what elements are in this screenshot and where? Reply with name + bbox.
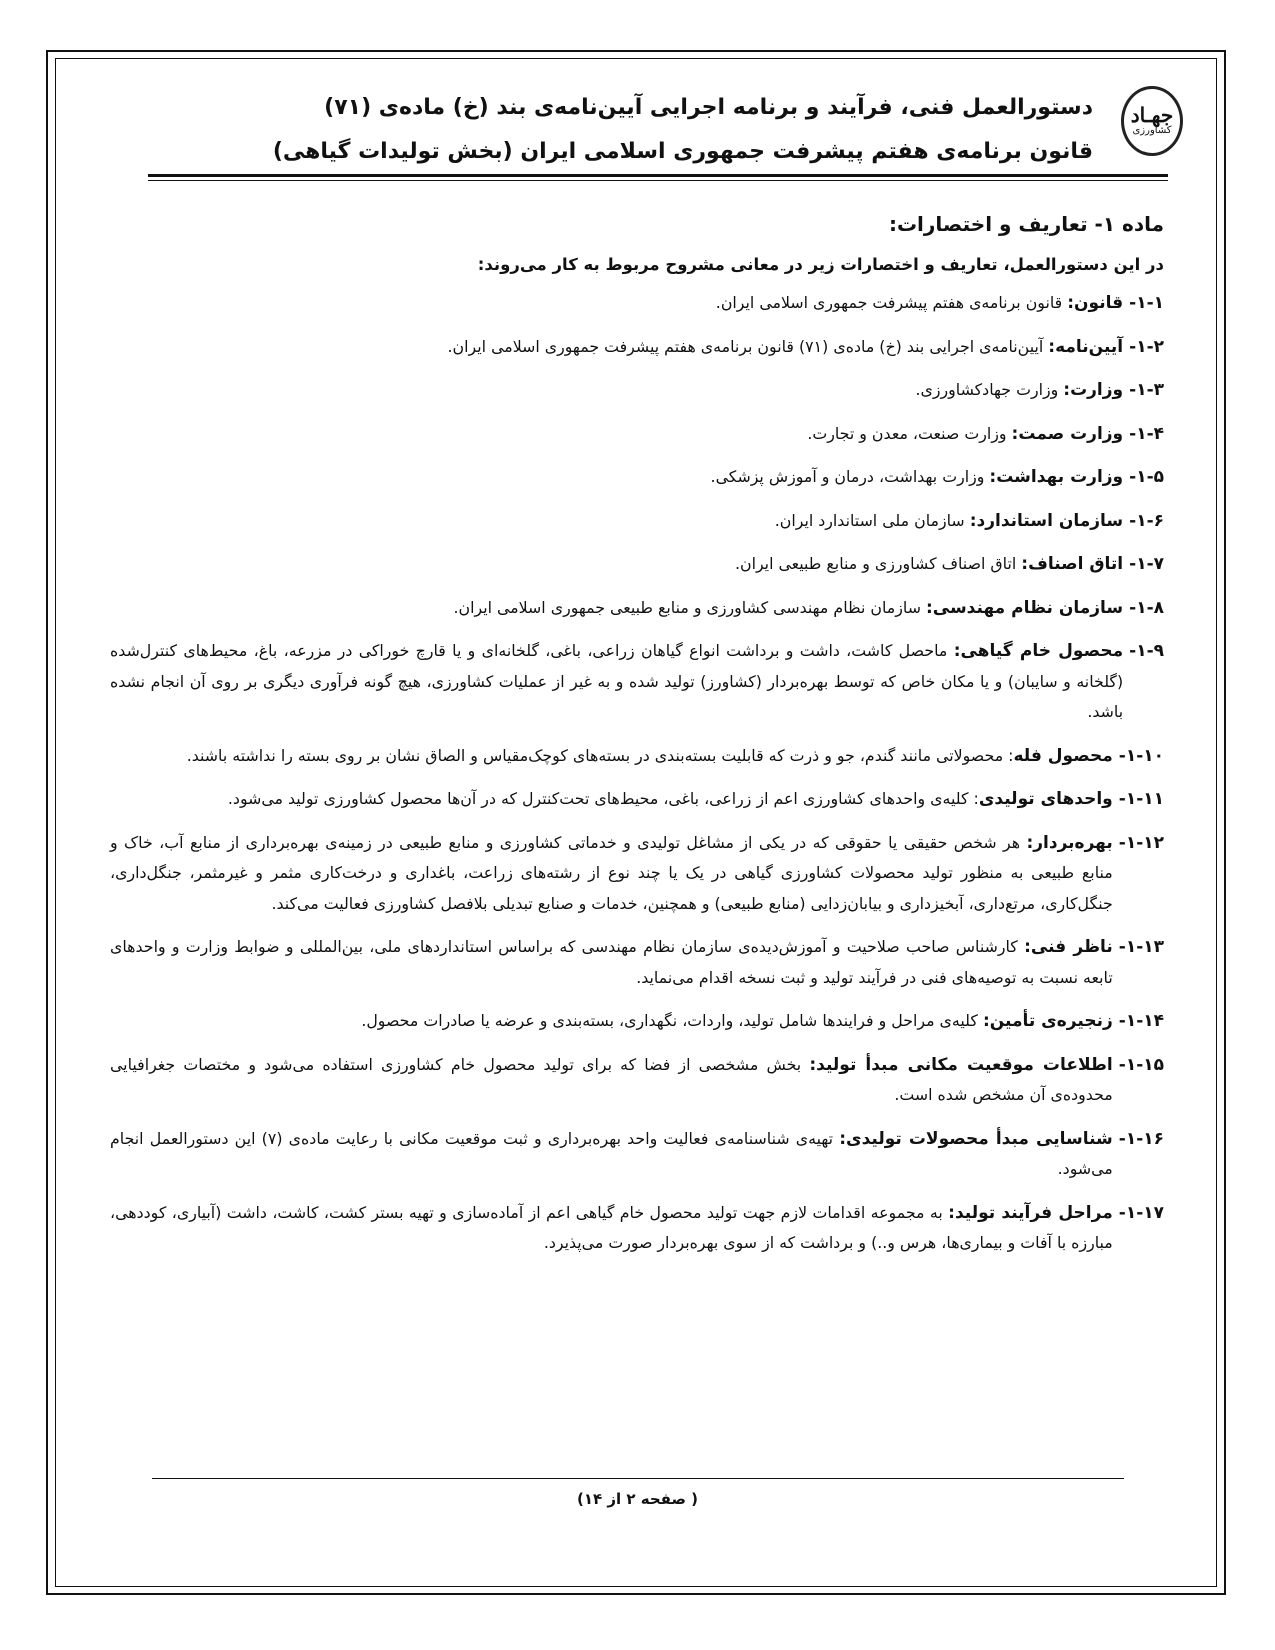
item-text: ماحصل کاشت، داشت و برداشت انواع گیاهان زراعی، باغی، گلخانه‌ای و یا قارچ خوراکی در مزرعه، باغ، محیط‌های کنترل‌شده (گلخانه و سایبان) و یا مکان خاص که توسط بهره‌بردار (کشاورز) تولید شده و به غیر از عملیات کشاورزی، هیچ گونه فرآوری دیگری بر روی آن انجام نشده باشد. bbox=[110, 641, 1124, 721]
definition-item bbox=[110, 1050, 1164, 1111]
item-text: آیین‌نامه‌ی اجرایی بند (خ) ماده‌ی (۷۱) قانون برنامه‌ی هفتم پیشرفت جمهوری اسلامی ایران. bbox=[447, 336, 1049, 356]
title-line-2: قانون برنامه‌ی هفتم پیشرفت جمهوری اسلامی ایران (بخش تولیدات گیاهی) bbox=[272, 139, 1093, 164]
definition-item bbox=[110, 741, 1164, 772]
item-number: ۱-۱۰- bbox=[1118, 745, 1164, 766]
item-text: اتاق اصناف کشاورزی و منابع طبیعی ایران. bbox=[734, 554, 1022, 573]
page-header bbox=[55, 58, 1217, 186]
definition-item bbox=[110, 1198, 1164, 1259]
item-term: واحدهای تولیدی bbox=[978, 789, 1113, 809]
item-text: کارشناس صاحب صلاحیت و آموزش‌دیده‌ی سازمان نظام مهندسی که براساس استانداردهای ملی، بین‌المللی و ضوابط وزارت و واحدهای تابعه نسبت به توصیه‌های فنی در فرآیند تولید و ثبت نسخه اقدام می‌نماید. bbox=[110, 937, 1113, 987]
item-number: ۱-۱۱- bbox=[1118, 789, 1164, 809]
item-text: : محصولاتی مانند گندم، جو و ذرت که قابلیت بسته‌بندی در بسته‌های کوچک‌مقیاس و الصاق نشان بر روی بسته را نداشته باشند. bbox=[186, 745, 1014, 765]
item-term: اتاق اصناف: bbox=[1021, 554, 1124, 574]
item-number: ۱-۴- bbox=[1129, 423, 1164, 444]
definition-item bbox=[110, 375, 1164, 406]
definition-item bbox=[110, 828, 1164, 920]
title-line-1: دستورالعمل فنی، فرآیند و برنامه اجرایی آیین‌نامه‌ی بند (خ) ماده‌ی (۷۱) bbox=[324, 95, 1093, 120]
item-number: ۱-۱۷- bbox=[1118, 1202, 1164, 1223]
header-rule-thick bbox=[148, 174, 1168, 177]
item-term: آیین‌نامه: bbox=[1048, 336, 1124, 357]
logo-text-sub: کشاورزی bbox=[1132, 125, 1172, 136]
item-term: سازمان استاندارد: bbox=[969, 510, 1124, 531]
item-text: وزارت صنعت، معدن و تجارت. bbox=[807, 423, 1012, 443]
item-term: شناسایی مبدأ محصولات تولیدی: bbox=[839, 1128, 1113, 1149]
item-number: ۱-۱۶- bbox=[1118, 1128, 1164, 1149]
definition-item bbox=[110, 462, 1164, 493]
definition-item bbox=[110, 288, 1164, 319]
item-number: ۱-۲- bbox=[1129, 336, 1164, 357]
item-term: زنجیره‌ی تأمین: bbox=[982, 1011, 1113, 1031]
definition-item bbox=[110, 593, 1164, 624]
item-text: تهیه‌ی شناسنامه‌ی فعالیت واحد بهره‌برداری و ثبت موقعیت مکانی با رعایت ماده‌ی (۷) این دستورالعمل انجام می‌شود. bbox=[110, 1128, 1113, 1178]
definition-item bbox=[110, 784, 1164, 815]
item-term: محصول فله bbox=[1013, 745, 1113, 766]
item-number: ۱-۱۳- bbox=[1118, 937, 1164, 957]
document-title bbox=[273, 86, 1093, 174]
item-text: به مجموعه اقدامات لازم جهت تولید محصول خام گیاهی اعم از آماده‌سازی و تهیه بستر کشت، کاشت، داشت (آبیاری، کوددهی، مبارزه با آفات و بیماری‌ها، هرس و..) و برداشت که از سوی بهره‌بردار صورت می‌پذیرد. bbox=[110, 1202, 1113, 1252]
item-number: ۱-۱- bbox=[1129, 293, 1164, 313]
item-term: سازمان نظام مهندسی: bbox=[925, 597, 1124, 618]
item-text: بخش مشخصی از فضا که برای تولید محصول خام کشاورزی استفاده می‌شود و مختصات جغرافیایی محدوده‌ی آن مشخص شده است. bbox=[110, 1054, 1113, 1104]
item-text: وزارت جهادکشاورزی. bbox=[915, 380, 1064, 399]
section-intro: در این دستورالعمل، تعاریف و اختصارات زیر در معانی مشروح مربوط به کار می‌روند: bbox=[477, 255, 1164, 274]
item-term: وزارت بهداشت: bbox=[989, 467, 1124, 487]
page-number: ( صفحه ۲ از ۱۴) bbox=[576, 1490, 699, 1508]
item-number: ۱-۷- bbox=[1129, 554, 1164, 574]
header-rule-thin bbox=[148, 180, 1168, 181]
item-text: قانون برنامه‌ی هفتم پیشرفت جمهوری اسلامی ایران. bbox=[715, 293, 1068, 312]
item-text: سازمان نظام مهندسی کشاورزی و منابع طبیعی جمهوری اسلامی ایران. bbox=[453, 597, 926, 617]
item-number: ۱-۵- bbox=[1129, 467, 1164, 487]
item-number: ۱-۳- bbox=[1129, 380, 1164, 400]
item-text: سازمان ملی استاندارد ایران. bbox=[774, 510, 970, 530]
definition-item bbox=[110, 636, 1164, 728]
item-term: بهره‌بردار: bbox=[1026, 832, 1113, 853]
definition-item bbox=[110, 1124, 1164, 1185]
item-text: وزارت بهداشت، درمان و آموزش پزشکی. bbox=[710, 467, 990, 486]
item-term: مراحل فرآیند تولید: bbox=[948, 1202, 1113, 1223]
item-number: ۱-۱۴- bbox=[1118, 1011, 1164, 1031]
item-number: ۱-۸- bbox=[1129, 597, 1164, 618]
definition-item bbox=[110, 332, 1164, 363]
definition-item bbox=[110, 1006, 1164, 1037]
document-body bbox=[110, 208, 1164, 1272]
definition-item bbox=[110, 932, 1164, 993]
footer-rule bbox=[152, 1478, 1124, 1479]
section-title: ماده ۱- تعاریف و اختصارات: bbox=[888, 212, 1164, 236]
item-term: وزارت صمت: bbox=[1011, 423, 1124, 444]
item-term: قانون: bbox=[1067, 293, 1124, 313]
item-term: اطلاعات موقعیت مکانی مبدأ تولید: bbox=[809, 1054, 1113, 1075]
jahad-keshavarzi-logo-icon bbox=[1121, 86, 1183, 156]
definition-item bbox=[110, 419, 1164, 450]
item-number: ۱-۱۲- bbox=[1118, 832, 1164, 853]
item-number: ۱-۹- bbox=[1129, 641, 1164, 661]
item-term: وزارت: bbox=[1063, 380, 1124, 400]
item-term: ناظر فنی: bbox=[1024, 937, 1113, 957]
item-number: ۱-۱۵- bbox=[1118, 1054, 1164, 1075]
item-term: محصول خام گیاهی: bbox=[953, 641, 1124, 661]
item-number: ۱-۶- bbox=[1129, 510, 1164, 531]
definition-item bbox=[110, 549, 1164, 580]
item-text: : کلیه‌ی واحدهای کشاورزی اعم از زراعی، باغی، محیط‌های تحت‌کنترل که در آن‌ها محصول کشاورزی تولید می‌شود. bbox=[227, 789, 979, 808]
item-text: کلیه‌ی مراحل و فرایندها شامل تولید، واردات، نگهداری، بسته‌بندی و عرضه یا صادرات محصول. bbox=[361, 1011, 983, 1030]
item-text: هر شخص حقیقی یا حقوقی که در یکی از مشاغل تولیدی و خدماتی کشاورزی و منابع طبیعی در زمینه‌ی بهره‌برداری از منابع آب، خاک و منابع طبیعی به منظور تولید محصولات کشاورزی گیاهی در یک یا چند نوع از رشته‌های زراعت، باغداری و درخت‌کاری مثمر و غیرمثمر، جنگل‌داری، جنگل‌کاری، مرتع‌داری، آبخیزداری و بیابان‌زدایی (منابع طبیعی) و همچنین، خدمات و صنایع تبدیلی بلافصل کشاورزی فعالیت می‌کند. bbox=[110, 832, 1113, 913]
definition-item bbox=[110, 506, 1164, 537]
logo-text-main: جهـاد bbox=[1130, 103, 1174, 127]
